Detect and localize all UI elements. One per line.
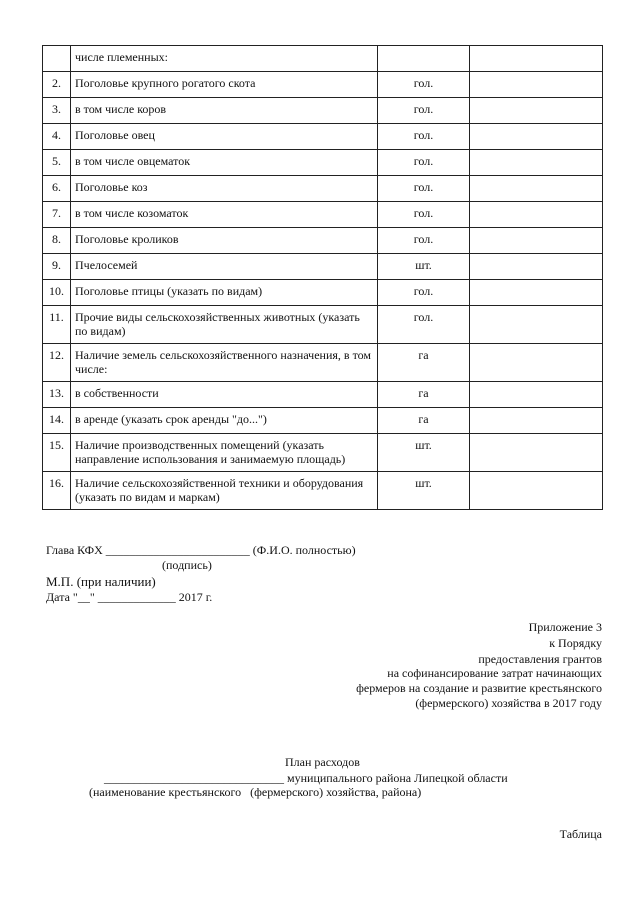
row-unit: гол.: [378, 306, 470, 344]
row-indicator: Поголовье кроликов: [71, 228, 378, 254]
table-row: [43, 344, 603, 382]
row-unit: гол.: [378, 124, 470, 150]
row-unit: шт.: [378, 434, 470, 472]
row-value: [470, 228, 603, 254]
row-indicator: в том числе овцематок: [71, 150, 378, 176]
row-indicator: в аренде (указать срок аренды "до..."): [71, 408, 378, 434]
appendix-line-3: предоставления грантов: [478, 652, 602, 666]
row-unit: [378, 46, 470, 72]
table-row: [43, 306, 603, 344]
row-value: [470, 382, 603, 408]
row-value: [470, 254, 603, 280]
table-row: [43, 382, 603, 408]
row-unit: гол.: [378, 176, 470, 202]
row-unit: гол.: [378, 228, 470, 254]
row-value: [470, 344, 603, 382]
row-unit: га: [378, 408, 470, 434]
appendix-line-4: на софинансирование затрат начинающих: [387, 666, 602, 680]
row-unit: га: [378, 382, 470, 408]
row-unit: гол.: [378, 72, 470, 98]
plan-district-line: ______________________________ муниципального района Липецкой области: [104, 771, 508, 785]
row-number: 14.: [43, 408, 71, 434]
row-value: [470, 72, 603, 98]
table-row: [43, 408, 603, 434]
table-row: [43, 150, 603, 176]
row-unit: гол.: [378, 202, 470, 228]
row-value: [470, 280, 603, 306]
row-indicator: Пчелосемей: [71, 254, 378, 280]
table-row: [43, 472, 603, 510]
table-row: [43, 98, 603, 124]
table-row: [43, 254, 603, 280]
row-number: 11.: [43, 306, 71, 344]
row-number: 16.: [43, 472, 71, 510]
row-indicator: в собственности: [71, 382, 378, 408]
row-number: 10.: [43, 280, 71, 306]
row-unit: га: [378, 344, 470, 382]
row-indicator: числе племенных:: [71, 46, 378, 72]
plan-caption: (наименование крестьянского (фермерского) хозяйства, района): [89, 785, 422, 799]
row-number: 8.: [43, 228, 71, 254]
row-unit: гол.: [378, 280, 470, 306]
row-value: [470, 408, 603, 434]
row-value: [470, 202, 603, 228]
row-number: 4.: [43, 124, 71, 150]
row-number: 5.: [43, 150, 71, 176]
row-indicator: в том числе коров: [71, 98, 378, 124]
head-signature-line: Глава КФХ ________________________ (Ф.И.О. полностью): [46, 543, 356, 557]
row-value: [470, 98, 603, 124]
table-row: [43, 176, 603, 202]
row-value: [470, 306, 603, 344]
row-number: 3.: [43, 98, 71, 124]
row-value: [470, 124, 603, 150]
row-indicator: Поголовье коз: [71, 176, 378, 202]
row-value: [470, 46, 603, 72]
row-number: 7.: [43, 202, 71, 228]
row-unit: шт.: [378, 254, 470, 280]
table-row: [43, 202, 603, 228]
row-indicator: Поголовье крупного рогатого скота: [71, 72, 378, 98]
seal-note: М.П. (при наличии): [46, 574, 156, 589]
row-number: 6.: [43, 176, 71, 202]
row-unit: гол.: [378, 98, 470, 124]
row-number: [43, 46, 71, 72]
row-indicator: Поголовье птицы (указать по видам): [71, 280, 378, 306]
table-row: [43, 434, 603, 472]
row-number: 2.: [43, 72, 71, 98]
appendix-line-5: фермеров на создание и развитие крестьянского: [356, 681, 602, 695]
row-unit: гол.: [378, 150, 470, 176]
row-value: [470, 150, 603, 176]
appendix-line-6: (фермерского) хозяйства в 2017 году: [415, 696, 602, 710]
table-row: [43, 46, 603, 72]
appendix-line-1: Приложение 3: [528, 620, 602, 634]
row-indicator: Наличие сельскохозяйственной техники и оборудования (указать по видам и маркам): [71, 472, 378, 510]
table-row: [43, 280, 603, 306]
table-row: [43, 72, 603, 98]
row-indicator: Прочие виды сельскохозяйственных животных (указать по видам): [71, 306, 378, 344]
row-indicator: в том числе козоматок: [71, 202, 378, 228]
row-number: 13.: [43, 382, 71, 408]
plan-title: План расходов: [285, 755, 360, 769]
table-row: [43, 228, 603, 254]
row-indicator: Поголовье овец: [71, 124, 378, 150]
row-value: [470, 472, 603, 510]
row-value: [470, 176, 603, 202]
row-number: 15.: [43, 434, 71, 472]
livestock-table: [42, 45, 603, 510]
signature-caption: (подпись): [162, 558, 212, 572]
appendix-line-2: к Порядку: [549, 636, 602, 650]
row-number: 12.: [43, 344, 71, 382]
table-row: [43, 124, 603, 150]
row-number: 9.: [43, 254, 71, 280]
row-unit: шт.: [378, 472, 470, 510]
row-indicator: Наличие земель сельскохозяйственного назначения, в том числе:: [71, 344, 378, 382]
row-value: [470, 434, 603, 472]
date-line: Дата "__" _____________ 2017 г.: [46, 590, 213, 604]
row-indicator: Наличие производственных помещений (указать направление использования и занимаемую площадь): [71, 434, 378, 472]
table-label: Таблица: [559, 827, 602, 841]
